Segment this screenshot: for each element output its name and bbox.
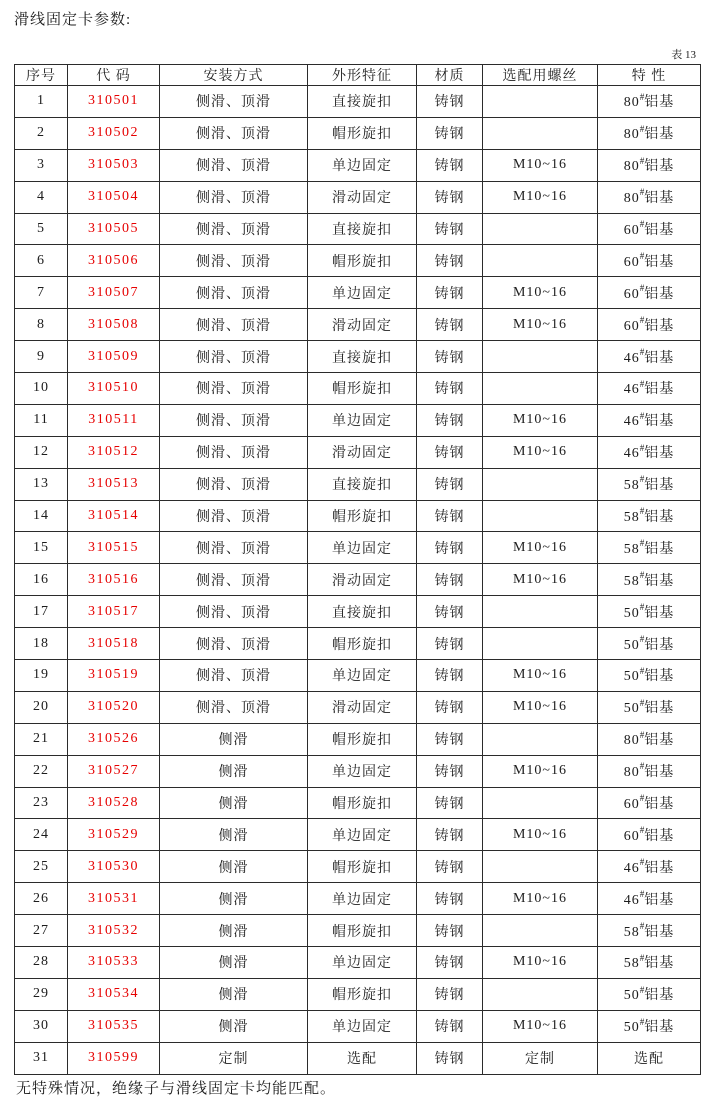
cell-install: 侧滑、顶滑 — [160, 596, 308, 628]
table-row — [15, 245, 701, 277]
cell-code: 310513 — [68, 468, 160, 500]
cell-code: 310527 — [68, 755, 160, 787]
cell-screw — [483, 373, 598, 405]
cell-feature: 46#铝基 — [598, 341, 701, 373]
cell-serial: 7 — [15, 277, 68, 309]
cell-feature: 58#铝基 — [598, 468, 701, 500]
cell-install: 侧滑、顶滑 — [160, 436, 308, 468]
feature-grade-mark: # — [639, 889, 645, 900]
feature-grade-mark: # — [639, 251, 645, 262]
cell-code: 310509 — [68, 341, 160, 373]
cell-install: 侧滑 — [160, 723, 308, 755]
cell-shape: 滑动固定 — [308, 309, 417, 341]
cell-code: 310535 — [68, 1010, 160, 1042]
cell-screw — [483, 628, 598, 660]
cell-code: 310519 — [68, 660, 160, 692]
cell-shape: 滑动固定 — [308, 181, 417, 213]
cell-serial: 8 — [15, 309, 68, 341]
cell-screw — [483, 915, 598, 947]
table-row — [15, 947, 701, 979]
column-header-shape: 外形特征 — [308, 65, 417, 86]
cell-code: 310502 — [68, 117, 160, 149]
cell-shape: 帽形旋扣 — [308, 978, 417, 1010]
cell-install: 侧滑、顶滑 — [160, 660, 308, 692]
cell-shape: 滑动固定 — [308, 691, 417, 723]
cell-install: 侧滑 — [160, 851, 308, 883]
cell-serial: 18 — [15, 628, 68, 660]
cell-screw: M10~16 — [483, 564, 598, 596]
table-row — [15, 149, 701, 181]
column-header-code: 代 码 — [68, 65, 160, 86]
cell-screw — [483, 978, 598, 1010]
table-row — [15, 819, 701, 851]
feature-grade-mark: # — [639, 155, 645, 166]
cell-code: 310534 — [68, 978, 160, 1010]
cell-material: 铸钢 — [417, 755, 483, 787]
cell-feature: 50#铝基 — [598, 660, 701, 692]
feature-grade-mark: # — [639, 633, 645, 644]
cell-serial: 16 — [15, 564, 68, 596]
cell-serial: 13 — [15, 468, 68, 500]
cell-shape: 直接旋扣 — [308, 468, 417, 500]
table-row — [15, 660, 701, 692]
cell-feature: 60#铝基 — [598, 277, 701, 309]
cell-code: 310516 — [68, 564, 160, 596]
table-row — [15, 117, 701, 149]
cell-code: 310514 — [68, 500, 160, 532]
cell-shape: 选配 — [308, 1042, 417, 1074]
cell-feature: 60#铝基 — [598, 787, 701, 819]
cell-serial: 9 — [15, 341, 68, 373]
cell-serial: 15 — [15, 532, 68, 564]
cell-code: 310533 — [68, 947, 160, 979]
cell-screw: M10~16 — [483, 404, 598, 436]
feature-grade-mark: # — [639, 91, 645, 102]
cell-code: 310526 — [68, 723, 160, 755]
cell-material: 铸钢 — [417, 436, 483, 468]
cell-feature: 50#铝基 — [598, 1010, 701, 1042]
cell-serial: 25 — [15, 851, 68, 883]
cell-material: 铸钢 — [417, 819, 483, 851]
cell-serial: 1 — [15, 86, 68, 118]
cell-feature: 80#铝基 — [598, 723, 701, 755]
feature-grade-mark: # — [639, 665, 645, 676]
cell-feature: 46#铝基 — [598, 373, 701, 405]
cell-install: 侧滑、顶滑 — [160, 181, 308, 213]
cell-feature: 46#铝基 — [598, 851, 701, 883]
cell-code: 310530 — [68, 851, 160, 883]
cell-code: 310531 — [68, 883, 160, 915]
cell-serial: 11 — [15, 404, 68, 436]
feature-grade-mark: # — [639, 378, 645, 389]
cell-code: 310518 — [68, 628, 160, 660]
cell-shape: 帽形旋扣 — [308, 245, 417, 277]
parameter-table — [14, 64, 701, 1075]
cell-screw: M10~16 — [483, 181, 598, 213]
feature-grade-mark: # — [639, 1016, 645, 1027]
cell-feature: 50#铝基 — [598, 691, 701, 723]
cell-install: 侧滑 — [160, 883, 308, 915]
cell-material: 铸钢 — [417, 947, 483, 979]
cell-feature: 80#铝基 — [598, 86, 701, 118]
cell-serial: 5 — [15, 213, 68, 245]
cell-screw — [483, 117, 598, 149]
feature-grade-mark: # — [639, 315, 645, 326]
cell-screw: M10~16 — [483, 947, 598, 979]
table-row — [15, 851, 701, 883]
column-header-material: 材质 — [417, 65, 483, 86]
cell-code: 310528 — [68, 787, 160, 819]
feature-grade-mark: # — [639, 219, 645, 230]
cell-feature: 58#铝基 — [598, 500, 701, 532]
table-number-label: 表 13 — [671, 49, 696, 61]
cell-code: 310510 — [68, 373, 160, 405]
cell-shape: 单边固定 — [308, 947, 417, 979]
cell-screw: M10~16 — [483, 532, 598, 564]
cell-material: 铸钢 — [417, 373, 483, 405]
feature-grade-mark: # — [639, 570, 645, 581]
cell-material: 铸钢 — [417, 660, 483, 692]
cell-install: 侧滑 — [160, 819, 308, 851]
table-row — [15, 978, 701, 1010]
cell-material: 铸钢 — [417, 723, 483, 755]
cell-install: 侧滑、顶滑 — [160, 213, 308, 245]
table-body — [15, 86, 701, 1075]
cell-code: 310501 — [68, 86, 160, 118]
feature-grade-mark: # — [639, 602, 645, 613]
cell-screw: M10~16 — [483, 819, 598, 851]
cell-install: 侧滑 — [160, 755, 308, 787]
column-header-screw: 选配用螺丝 — [483, 65, 598, 86]
cell-shape: 帽形旋扣 — [308, 117, 417, 149]
cell-material: 铸钢 — [417, 1042, 483, 1074]
cell-install: 侧滑、顶滑 — [160, 691, 308, 723]
cell-code: 310507 — [68, 277, 160, 309]
cell-screw: M10~16 — [483, 149, 598, 181]
feature-grade-mark: # — [639, 474, 645, 485]
cell-material: 铸钢 — [417, 245, 483, 277]
cell-install: 侧滑、顶滑 — [160, 373, 308, 405]
cell-feature: 50#铝基 — [598, 978, 701, 1010]
cell-shape: 直接旋扣 — [308, 86, 417, 118]
cell-feature: 选配 — [598, 1042, 701, 1074]
cell-screw: M10~16 — [483, 660, 598, 692]
cell-code: 310599 — [68, 1042, 160, 1074]
cell-shape: 直接旋扣 — [308, 596, 417, 628]
feature-grade-mark: # — [639, 506, 645, 517]
cell-material: 铸钢 — [417, 468, 483, 500]
cell-serial: 14 — [15, 500, 68, 532]
cell-code: 310506 — [68, 245, 160, 277]
cell-serial: 4 — [15, 181, 68, 213]
cell-shape: 直接旋扣 — [308, 341, 417, 373]
feature-grade-mark: # — [639, 984, 645, 995]
cell-screw — [483, 851, 598, 883]
cell-shape: 单边固定 — [308, 1010, 417, 1042]
cell-install: 侧滑、顶滑 — [160, 500, 308, 532]
cell-code: 310503 — [68, 149, 160, 181]
cell-shape: 直接旋扣 — [308, 213, 417, 245]
cell-screw — [483, 596, 598, 628]
table-row — [15, 436, 701, 468]
cell-serial: 19 — [15, 660, 68, 692]
cell-serial: 6 — [15, 245, 68, 277]
cell-code: 310508 — [68, 309, 160, 341]
feature-grade-mark: # — [639, 761, 645, 772]
cell-feature: 58#铝基 — [598, 532, 701, 564]
table-row — [15, 500, 701, 532]
cell-feature: 58#铝基 — [598, 915, 701, 947]
feature-grade-mark: # — [639, 920, 645, 931]
cell-feature: 80#铝基 — [598, 149, 701, 181]
cell-feature: 58#铝基 — [598, 947, 701, 979]
cell-serial: 29 — [15, 978, 68, 1010]
cell-material: 铸钢 — [417, 149, 483, 181]
cell-material: 铸钢 — [417, 564, 483, 596]
cell-shape: 帽形旋扣 — [308, 373, 417, 405]
cell-screw — [483, 341, 598, 373]
table-row — [15, 373, 701, 405]
table-row — [15, 787, 701, 819]
feature-grade-mark: # — [639, 442, 645, 453]
cell-install: 侧滑 — [160, 947, 308, 979]
cell-screw: M10~16 — [483, 1010, 598, 1042]
cell-screw: M10~16 — [483, 691, 598, 723]
feature-grade-mark: # — [639, 123, 645, 134]
cell-shape: 帽形旋扣 — [308, 723, 417, 755]
cell-shape: 帽形旋扣 — [308, 915, 417, 947]
cell-serial: 17 — [15, 596, 68, 628]
cell-feature: 80#铝基 — [598, 181, 701, 213]
cell-material: 铸钢 — [417, 851, 483, 883]
feature-grade-mark: # — [639, 952, 645, 963]
cell-code: 310504 — [68, 181, 160, 213]
cell-code: 310520 — [68, 691, 160, 723]
feature-grade-mark: # — [639, 410, 645, 421]
cell-screw: M10~16 — [483, 309, 598, 341]
table-row — [15, 1042, 701, 1074]
cell-material: 铸钢 — [417, 86, 483, 118]
cell-material: 铸钢 — [417, 787, 483, 819]
cell-feature: 50#铝基 — [598, 596, 701, 628]
cell-install: 侧滑 — [160, 978, 308, 1010]
cell-serial: 2 — [15, 117, 68, 149]
cell-shape: 单边固定 — [308, 532, 417, 564]
cell-shape: 帽形旋扣 — [308, 851, 417, 883]
table-row — [15, 341, 701, 373]
cell-material: 铸钢 — [417, 181, 483, 213]
cell-serial: 27 — [15, 915, 68, 947]
cell-shape: 帽形旋扣 — [308, 787, 417, 819]
cell-install: 定制 — [160, 1042, 308, 1074]
table-row — [15, 277, 701, 309]
cell-material: 铸钢 — [417, 309, 483, 341]
cell-screw: 定制 — [483, 1042, 598, 1074]
cell-install: 侧滑、顶滑 — [160, 341, 308, 373]
feature-grade-mark: # — [639, 283, 645, 294]
cell-serial: 3 — [15, 149, 68, 181]
cell-serial: 30 — [15, 1010, 68, 1042]
cell-feature: 46#铝基 — [598, 883, 701, 915]
cell-serial: 26 — [15, 883, 68, 915]
cell-serial: 10 — [15, 373, 68, 405]
footer-note: 无特殊情况，绝缘子与滑线固定卡均能匹配。 — [16, 1081, 337, 1097]
table-header — [15, 65, 701, 86]
table-header-row — [15, 65, 701, 86]
cell-install: 侧滑、顶滑 — [160, 86, 308, 118]
table-row — [15, 468, 701, 500]
cell-code: 310505 — [68, 213, 160, 245]
cell-install: 侧滑、顶滑 — [160, 245, 308, 277]
cell-material: 铸钢 — [417, 277, 483, 309]
cell-material: 铸钢 — [417, 628, 483, 660]
cell-shape: 单边固定 — [308, 404, 417, 436]
cell-install: 侧滑、顶滑 — [160, 277, 308, 309]
cell-install: 侧滑、顶滑 — [160, 309, 308, 341]
cell-code: 310515 — [68, 532, 160, 564]
cell-material: 铸钢 — [417, 341, 483, 373]
cell-code: 310529 — [68, 819, 160, 851]
cell-install: 侧滑、顶滑 — [160, 532, 308, 564]
cell-shape: 滑动固定 — [308, 436, 417, 468]
cell-install: 侧滑 — [160, 1010, 308, 1042]
cell-screw: M10~16 — [483, 277, 598, 309]
table-row — [15, 404, 701, 436]
cell-feature: 46#铝基 — [598, 404, 701, 436]
cell-serial: 23 — [15, 787, 68, 819]
cell-material: 铸钢 — [417, 915, 483, 947]
feature-grade-mark: # — [639, 729, 645, 740]
cell-serial: 12 — [15, 436, 68, 468]
cell-install: 侧滑、顶滑 — [160, 564, 308, 596]
cell-material: 铸钢 — [417, 1010, 483, 1042]
cell-feature: 58#铝基 — [598, 564, 701, 596]
table-row — [15, 883, 701, 915]
cell-feature: 50#铝基 — [598, 628, 701, 660]
cell-material: 铸钢 — [417, 596, 483, 628]
feature-grade-mark: # — [639, 793, 645, 804]
cell-shape: 单边固定 — [308, 660, 417, 692]
cell-install: 侧滑 — [160, 915, 308, 947]
table-row — [15, 564, 701, 596]
cell-shape: 单边固定 — [308, 819, 417, 851]
feature-grade-mark: # — [639, 857, 645, 868]
cell-screw — [483, 213, 598, 245]
feature-grade-mark: # — [639, 825, 645, 836]
cell-code: 310512 — [68, 436, 160, 468]
cell-feature: 60#铝基 — [598, 245, 701, 277]
table-row — [15, 86, 701, 118]
cell-feature: 60#铝基 — [598, 309, 701, 341]
cell-screw — [483, 723, 598, 755]
cell-shape: 帽形旋扣 — [308, 628, 417, 660]
cell-material: 铸钢 — [417, 117, 483, 149]
table-row — [15, 723, 701, 755]
cell-install: 侧滑、顶滑 — [160, 628, 308, 660]
cell-feature: 80#铝基 — [598, 117, 701, 149]
cell-screw — [483, 787, 598, 819]
cell-screw — [483, 245, 598, 277]
feature-grade-mark: # — [639, 697, 645, 708]
feature-grade-mark: # — [639, 538, 645, 549]
table-row — [15, 532, 701, 564]
page-title: 滑线固定卡参数: — [14, 12, 132, 28]
column-header-install: 安装方式 — [160, 65, 308, 86]
cell-screw: M10~16 — [483, 883, 598, 915]
feature-grade-mark: # — [639, 346, 645, 357]
table-row — [15, 181, 701, 213]
cell-material: 铸钢 — [417, 213, 483, 245]
cell-shape: 单边固定 — [308, 277, 417, 309]
cell-feature: 46#铝基 — [598, 436, 701, 468]
table-row — [15, 596, 701, 628]
cell-feature: 60#铝基 — [598, 819, 701, 851]
cell-feature: 80#铝基 — [598, 755, 701, 787]
cell-serial: 24 — [15, 819, 68, 851]
table-row — [15, 915, 701, 947]
cell-material: 铸钢 — [417, 978, 483, 1010]
cell-serial: 20 — [15, 691, 68, 723]
cell-shape: 单边固定 — [308, 149, 417, 181]
cell-install: 侧滑、顶滑 — [160, 468, 308, 500]
cell-code: 310532 — [68, 915, 160, 947]
column-header-serial: 序号 — [15, 65, 68, 86]
table-row — [15, 691, 701, 723]
cell-material: 铸钢 — [417, 532, 483, 564]
cell-shape: 帽形旋扣 — [308, 500, 417, 532]
cell-code: 310511 — [68, 404, 160, 436]
cell-install: 侧滑 — [160, 787, 308, 819]
feature-grade-mark: # — [639, 187, 645, 198]
table-row — [15, 755, 701, 787]
cell-feature: 60#铝基 — [598, 213, 701, 245]
cell-shape: 单边固定 — [308, 755, 417, 787]
cell-serial: 31 — [15, 1042, 68, 1074]
cell-code: 310517 — [68, 596, 160, 628]
cell-serial: 22 — [15, 755, 68, 787]
cell-screw: M10~16 — [483, 755, 598, 787]
cell-screw — [483, 468, 598, 500]
cell-install: 侧滑、顶滑 — [160, 149, 308, 181]
cell-screw: M10~16 — [483, 436, 598, 468]
cell-shape: 单边固定 — [308, 883, 417, 915]
cell-material: 铸钢 — [417, 404, 483, 436]
table-row — [15, 1010, 701, 1042]
table-row — [15, 213, 701, 245]
cell-serial: 28 — [15, 947, 68, 979]
cell-serial: 21 — [15, 723, 68, 755]
cell-install: 侧滑、顶滑 — [160, 404, 308, 436]
cell-install: 侧滑、顶滑 — [160, 117, 308, 149]
cell-material: 铸钢 — [417, 883, 483, 915]
table-row — [15, 628, 701, 660]
cell-screw — [483, 500, 598, 532]
cell-material: 铸钢 — [417, 691, 483, 723]
table-row — [15, 309, 701, 341]
cell-material: 铸钢 — [417, 500, 483, 532]
column-header-feature: 特 性 — [598, 65, 701, 86]
cell-shape: 滑动固定 — [308, 564, 417, 596]
cell-screw — [483, 86, 598, 118]
